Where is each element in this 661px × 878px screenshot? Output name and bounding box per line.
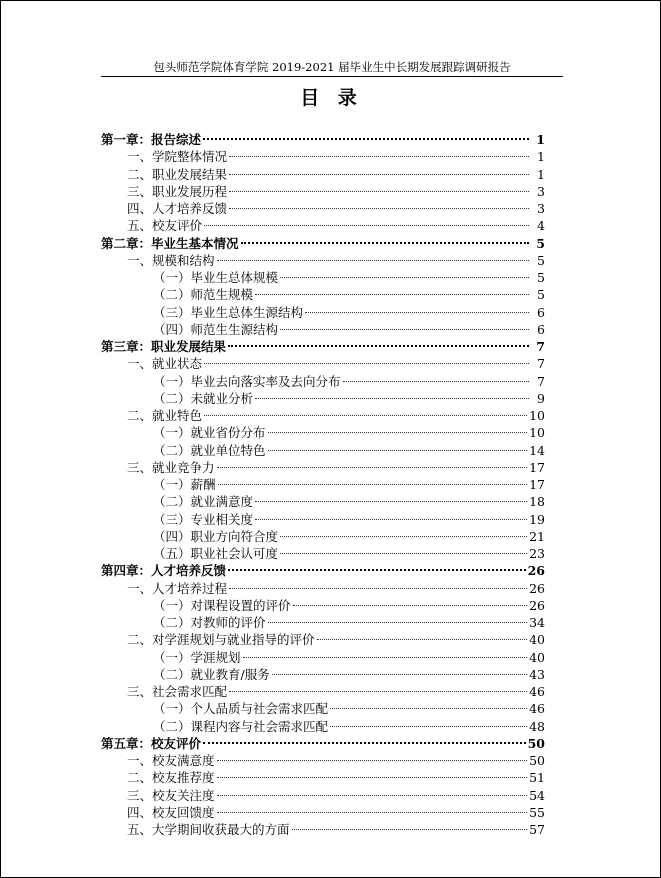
toc-page-number: 1 [537,166,545,182]
toc-chapter-entry[interactable] [101,562,545,579]
toc-section-entry[interactable] [101,631,545,648]
toc-dot-leader [293,605,528,606]
toc-subsection-entry[interactable] [101,424,545,441]
toc-page-number: 6 [537,321,545,337]
toc-page-number: 14 [529,442,545,458]
toc-section-entry[interactable] [101,821,545,838]
toc-page-number: 26 [527,563,545,579]
toc-dot-leader [317,639,528,640]
toc-dot-leader [218,484,528,485]
toc-dot-leader [229,174,529,175]
toc-entry-label: （一）毕业去向落实率及去向分布 [153,373,341,389]
toc-dot-leader [203,138,529,140]
toc-chapter-entry[interactable] [101,131,545,148]
toc-entry-label: 一、就业状态 [127,356,203,372]
toc-dot-leader [241,242,529,244]
toc-section-entry[interactable] [101,200,545,217]
toc-entry-label: 二、职业发展结果 [127,166,228,182]
toc-entry-label: 三、职业发展历程 [127,183,228,199]
toc-section-entry[interactable] [101,183,545,200]
toc-page-number: 3 [537,183,545,199]
toc-entry-label: 一、学院整体情况 [127,149,228,165]
toc-page-number: 48 [529,718,545,734]
toc-chapter-entry[interactable] [101,338,545,355]
toc-page-number: 46 [529,701,545,717]
toc-section-entry[interactable] [101,683,545,700]
toc-entry-label: 五、大学期间收获最大的方面 [127,822,290,837]
toc-entry-label: （五）职业社会认可度 [153,546,279,561]
toc-dot-leader [229,691,527,692]
toc-page-number: 57 [529,822,545,837]
toc-entry-label: 四、校友回馈度 [127,804,215,820]
toc-entry-label: （一）就业省份分布 [153,425,266,441]
toc-section-entry[interactable] [101,787,545,804]
table-of-contents [101,131,545,838]
toc-page-number: 55 [529,804,545,820]
toc-entry-label: （一）学涯规划 [153,649,241,665]
toc-page-number: 3 [537,201,545,216]
toc-dot-leader [203,742,526,744]
running-header: 包头师范学院体育学院 2019-2021 届毕业生中长期发展跟踪调研报告 [153,60,511,74]
toc-dot-leader [243,657,528,658]
toc-subsection-entry[interactable] [101,493,545,510]
toc-section-entry[interactable] [101,166,545,183]
toc-dot-leader [280,536,527,537]
toc-dot-leader [330,726,527,727]
toc-section-entry[interactable] [101,580,545,597]
toc-dot-leader [217,467,528,468]
toc-entry-label: （二）就业满意度 [153,494,254,510]
toc-dot-leader [217,795,528,796]
toc-page-number: 26 [529,597,545,613]
toc-dot-leader [255,398,529,399]
toc-page-number: 5 [537,287,545,303]
toc-section-entry[interactable] [101,752,545,769]
toc-dot-leader [268,622,528,623]
toc-section-entry[interactable] [101,252,545,269]
toc-page-number: 50 [527,735,545,751]
toc-subsection-entry[interactable] [101,304,545,321]
toc-entry-label: （二）就业教育/服务 [153,666,270,682]
toc-entry-label: （四）职业方向符合度 [153,528,279,544]
toc-dot-leader [280,553,527,554]
toc-entry-label: 二、校友推荐度 [127,770,215,786]
toc-page-number: 54 [529,787,545,803]
toc-page-number: 34 [529,615,545,630]
toc-subsection-entry[interactable] [101,700,545,717]
toc-dot-leader [292,829,528,830]
toc-chapter-entry[interactable] [101,735,545,752]
toc-entry-label: 三、社会需求匹配 [127,684,228,699]
toc-section-entry[interactable] [101,459,545,476]
toc-page-number: 5 [537,270,545,285]
toc-dot-leader [272,674,527,675]
toc-entry-label: 一、人才培养过程 [127,580,228,596]
toc-page-number: 5 [537,252,545,268]
toc-section-entry[interactable] [101,407,545,424]
toc-entry-label: 第二章：毕业生基本情况 [101,235,239,251]
toc-subsection-entry[interactable] [101,718,545,735]
toc-subsection-entry[interactable] [101,390,545,407]
toc-page-number: 10 [529,425,545,441]
toc-dot-leader [204,415,527,416]
toc-page-number: 19 [529,511,545,527]
toc-subsection-entry[interactable] [101,649,545,666]
toc-dot-leader [343,381,529,382]
toc-page-number: 18 [529,494,545,510]
toc-subsection-entry[interactable] [101,666,545,683]
toc-entry-label: （一）毕业生总体规模 [153,270,279,285]
toc-subsection-entry[interactable] [101,614,545,631]
toc-entry-label: （三）专业相关度 [153,511,254,527]
toc-subsection-entry[interactable] [101,528,545,545]
toc-entry-label: 一、规模和结构 [127,252,215,268]
toc-dot-leader [217,777,528,778]
toc-entry-label: （一）个人品质与社会需求匹配 [153,701,329,717]
toc-section-entry[interactable] [101,769,545,786]
toc-page-number: 9 [537,390,545,406]
toc-entry-label: 一、校友满意度 [127,753,215,768]
toc-dot-leader [217,812,528,813]
toc-dot-leader [268,450,528,451]
toc-page-number: 17 [529,459,545,475]
toc-page-number: 40 [529,649,545,665]
toc-dot-leader [280,329,529,330]
toc-dot-leader [217,760,528,761]
toc-page-number: 7 [537,373,545,389]
toc-entry-label: 二、就业特色 [127,408,203,423]
toc-dot-leader [217,260,529,261]
toc-subsection-entry[interactable] [101,476,545,493]
toc-dot-leader [229,191,529,192]
toc-subsection-entry[interactable] [101,321,545,338]
toc-entry-label: （二）对教师的评价 [153,615,266,630]
toc-dot-leader [280,277,529,278]
toc-dot-leader [305,312,529,313]
toc-entry-label: （三）毕业生总体生源结构 [153,304,304,320]
toc-page-number: 4 [537,218,545,234]
toc-dot-leader [255,501,527,502]
toc-entry-label: 二、对学涯规划与就业指导的评价 [127,632,315,648]
toc-subsection-entry[interactable] [101,373,545,390]
toc-page-number: 1 [537,149,545,165]
toc-page-number: 1 [536,132,545,147]
toc-page-number: 40 [529,632,545,648]
toc-entry-label: （一）对课程设置的评价 [153,597,291,613]
toc-title: 目 录 [300,87,363,109]
toc-dot-leader [330,708,527,709]
toc-page-number: 7 [536,339,545,354]
toc-page-number: 46 [529,684,545,699]
toc-entry-label: 三、校友关注度 [127,787,215,803]
toc-subsection-entry[interactable] [101,442,545,459]
toc-entry-label: 第一章：报告综述 [101,132,202,147]
toc-subsection-entry[interactable] [101,269,545,286]
toc-entry-label: （二）就业单位特色 [153,442,266,458]
toc-subsection-entry[interactable] [101,597,545,614]
toc-entry-label: （一）薪酬 [153,477,216,492]
toc-dot-leader [204,363,529,364]
toc-subsection-entry[interactable] [101,511,545,528]
toc-dot-leader [229,588,527,589]
toc-chapter-entry[interactable] [101,235,545,252]
toc-section-entry[interactable] [101,804,545,821]
header-rule [101,76,563,77]
toc-entry-label: （二）未就业分析 [153,390,254,406]
toc-page-number: 5 [536,235,545,251]
toc-dot-leader [229,208,529,209]
toc-entry-label: 第五章：校友评价 [101,735,202,751]
toc-page-number: 50 [529,753,545,768]
toc-page-number: 43 [529,666,545,682]
toc-page-number: 26 [529,580,545,596]
toc-section-entry[interactable] [101,148,545,165]
toc-page-number: 6 [537,304,545,320]
toc-entry-label: 第四章：人才培养反馈 [101,563,227,579]
toc-entry-label: （四）师范生生源结构 [153,321,279,337]
toc-page-number: 23 [529,546,545,561]
toc-page-number: 7 [537,356,545,372]
toc-entry-label: 四、人才培养反馈 [127,201,228,216]
toc-dot-leader [255,294,529,295]
toc-page-number: 10 [529,408,545,423]
toc-section-entry[interactable] [101,355,545,372]
toc-section-entry[interactable] [101,217,545,234]
toc-dot-leader [228,569,526,571]
toc-page-number: 21 [529,528,545,544]
toc-entry-label: 三、就业竞争力 [127,459,215,475]
toc-entry-label: 第三章：职业发展结果 [101,339,227,354]
toc-dot-leader [229,156,529,157]
toc-entry-label: （二）课程内容与社会需求匹配 [153,718,329,734]
toc-page-number: 51 [529,770,545,786]
toc-subsection-entry[interactable] [101,545,545,562]
toc-entry-label: （二）师范生规模 [153,287,254,303]
toc-dot-leader [204,225,529,226]
toc-dot-leader [268,432,528,433]
toc-dot-leader [255,519,527,520]
toc-subsection-entry[interactable] [101,286,545,303]
toc-entry-label: 五、校友评价 [127,218,203,234]
toc-page-number: 17 [529,477,545,492]
toc-dot-leader [228,345,529,347]
